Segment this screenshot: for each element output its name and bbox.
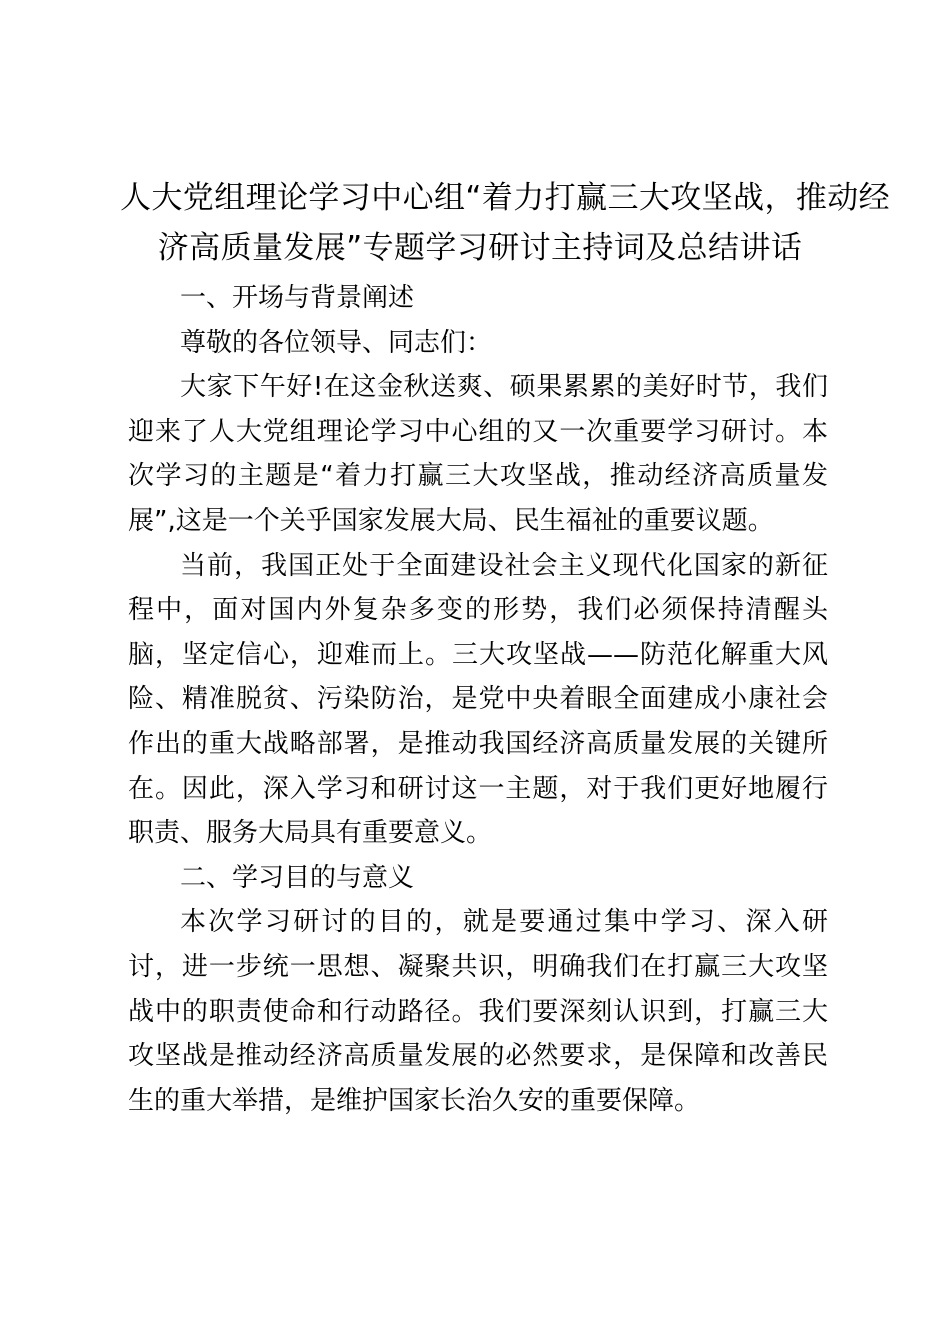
paragraph-1: 大家下午好!在这金秋送爽、硕果累累的美好时节，我们迎来了人大党组理论学习中心组的又一次重要学习研讨。本次学习的主题是“着力打赢三大攻坚战，推动经济高质量发展”,这是一个关乎国家发展大局、民生福祉的重要议题。 [128,372,828,536]
paragraph-3: 本次学习研讨的目的，就是要通过集中学习、深入研讨，进一步统一思想、凝聚共识，明确我们在打赢三大攻坚战中的职责使命和行动路径。我们要深刻认识到，打赢三大攻坚战是推动经济高质量发展的必然要求，是保障和改善民生的重大举措，是维护国家长治久安的重要保障。 [128,907,828,1116]
section-heading-2: 二、学习目的与意义 [180,862,415,893]
document-title-line-1: 人大党组理论学习中心组“着力打赢三大攻坚战，推动经 [120,180,891,216]
paragraph-2: 当前，我国正处于全面建设社会主义现代化国家的新征程中，面对国内外复杂多变的形势，我们必须保持清醒头脑，坚定信心，迎难而上。三大攻坚战——防范化解重大风险、精准脱贫、污染防治，是党中央着眼全面建成小康社会作出的重大战略部署，是推动我国经济高质量发展的关键所在。因此，深入学习和研讨这一主题，对于我们更好地履行职责、服务大局具有重要意义。 [128,550,828,849]
document-body [128,276,828,1123]
document-title-line-2: 济高质量发展”专题学习研讨主持词及总结讲话 [157,230,803,266]
greeting: 尊敬的各位领导、同志们： [180,327,493,358]
section-heading-1: 一、开场与背景阐述 [180,283,415,313]
